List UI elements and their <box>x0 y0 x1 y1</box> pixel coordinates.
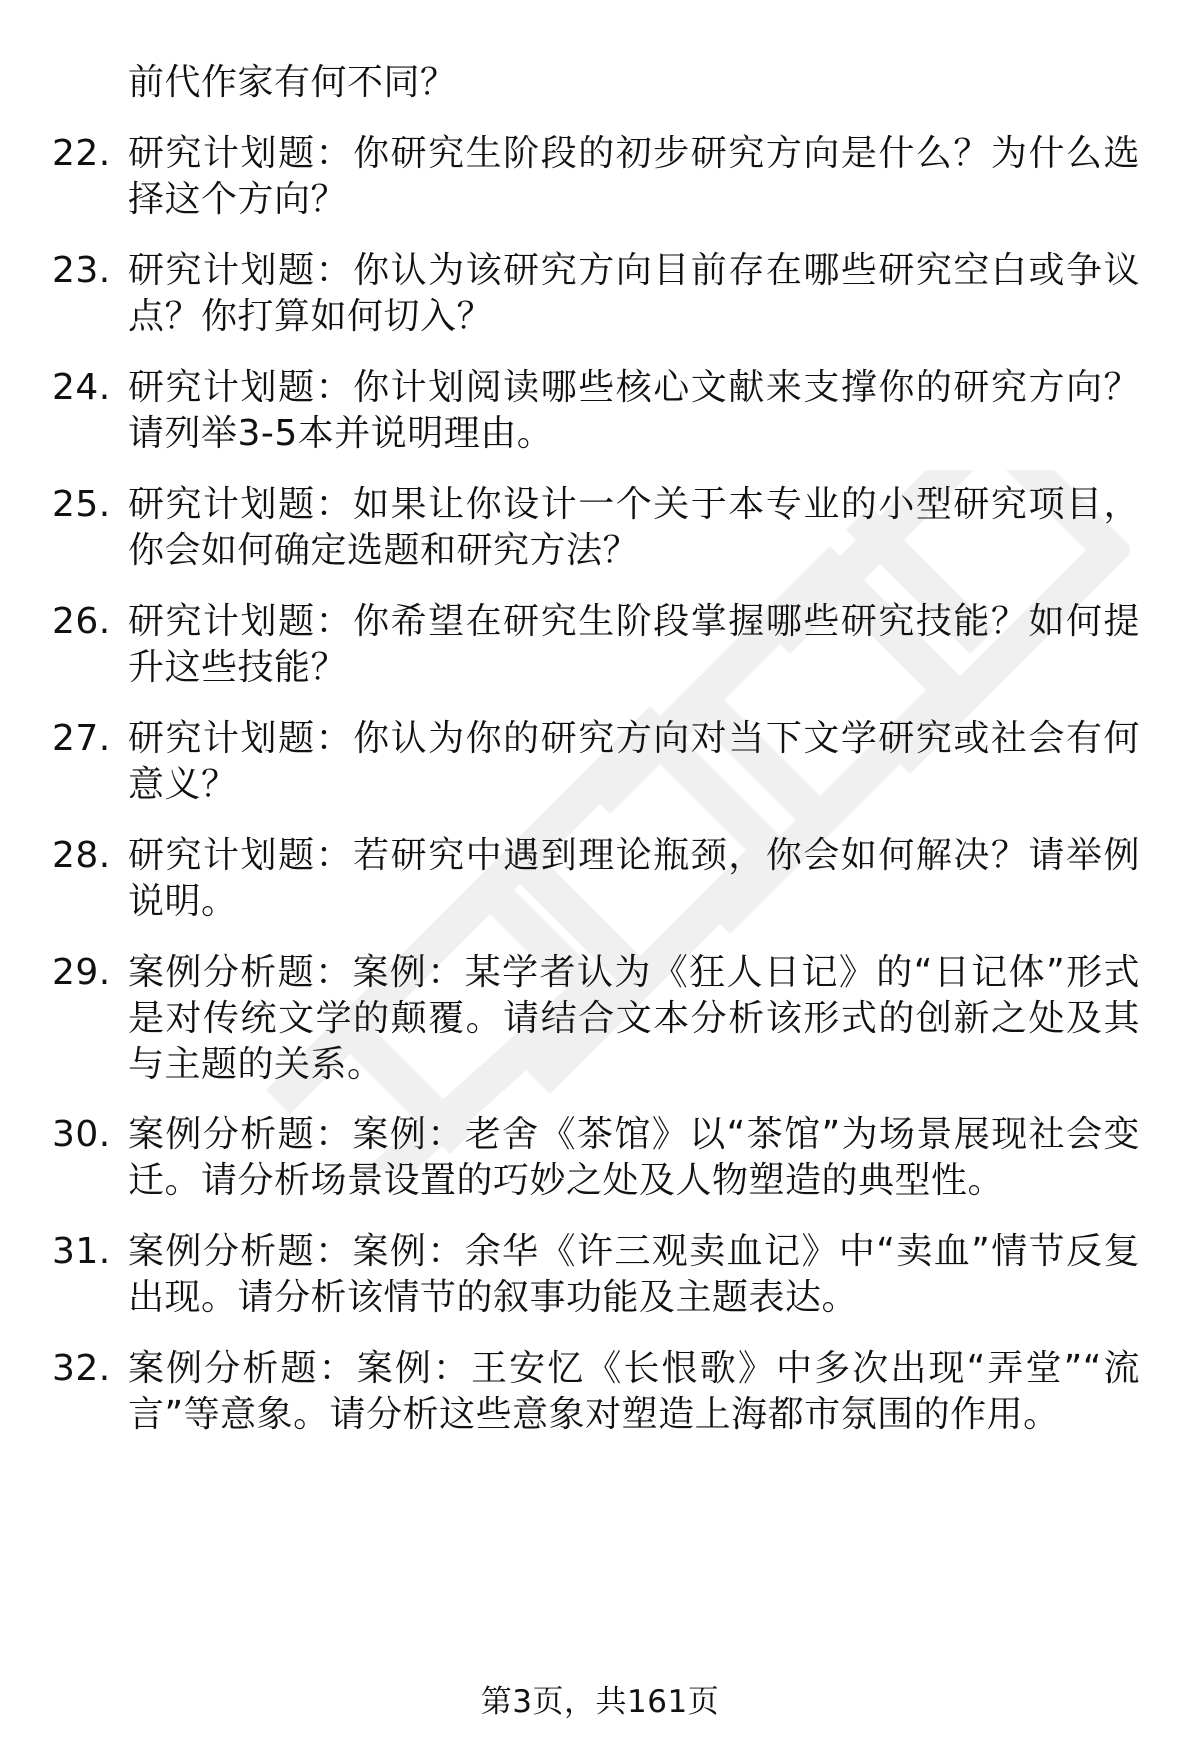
question-number: 22. <box>52 133 111 174</box>
question-number: 31. <box>52 1231 111 1272</box>
question-number: 27. <box>52 718 111 759</box>
question-item <box>52 950 1142 1088</box>
question-number: 29. <box>52 952 111 993</box>
question-text: 研究计划题：你研究生阶段的初步研究方向是什么？为什么选择这个方向？ <box>128 133 1140 220</box>
question-item <box>52 248 1142 340</box>
question-item <box>52 716 1142 808</box>
question-item <box>52 131 1142 223</box>
question-text: 研究计划题：若研究中遇到理论瓶颈，你会如何解决？请举例说明。 <box>128 835 1140 922</box>
question-item <box>52 833 1142 925</box>
question-item <box>52 1112 1142 1204</box>
question-number: 24. <box>52 367 111 408</box>
question-item <box>52 365 1142 457</box>
question-item <box>52 482 1142 574</box>
question-number: 26. <box>52 601 111 642</box>
question-text: 研究计划题：如果让你设计一个关于本专业的小型研究项目，你会如何确定选题和研究方法？ <box>128 484 1140 571</box>
question-number: 32. <box>52 1348 111 1389</box>
page-footer: 第3页，共161页 <box>480 1684 720 1720</box>
question-item <box>52 1229 1142 1321</box>
question-text: 研究计划题：你计划阅读哪些核心文献来支撑你的研究方向？请列举3-5本并说明理由。 <box>128 367 1140 454</box>
question-text: 案例分析题：案例：余华《许三观卖血记》中“卖血”情节反复出现。请分析该情节的叙事功能及主题表达。 <box>128 1231 1140 1318</box>
question-text: 案例分析题：案例：老舍《茶馆》以“茶馆”为场景展现社会变迁。请分析场景设置的巧妙之处及人物塑造的典型性。 <box>128 1114 1140 1201</box>
continuation-text: 前代作家有何不同？ <box>128 62 457 103</box>
question-text: 研究计划题：你认为该研究方向目前存在哪些研究空白或争议点？你打算如何切入？ <box>128 250 1140 337</box>
question-text: 案例分析题：案例：王安忆《长恨歌》中多次出现“弄堂”“流言”等意象。请分析这些意象对塑造上海都市氛围的作用。 <box>128 1348 1140 1435</box>
question-text: 研究计划题：你认为你的研究方向对当下文学研究或社会有何意义？ <box>128 718 1140 805</box>
question-number: 28. <box>52 835 111 876</box>
question-number: 30. <box>52 1114 111 1155</box>
question-number: 25. <box>52 484 111 525</box>
question-number: 23. <box>52 250 111 291</box>
question-text: 案例分析题：案例：某学者认为《狂人日记》的“日记体”形式是对传统文学的颠覆。请结合文本分析该形式的创新之处及其与主题的关系。 <box>128 952 1140 1085</box>
question-item <box>52 599 1142 691</box>
question-item <box>52 1346 1142 1438</box>
question-text: 研究计划题：你希望在研究生阶段掌握哪些研究技能？如何提升这些技能？ <box>128 601 1140 688</box>
